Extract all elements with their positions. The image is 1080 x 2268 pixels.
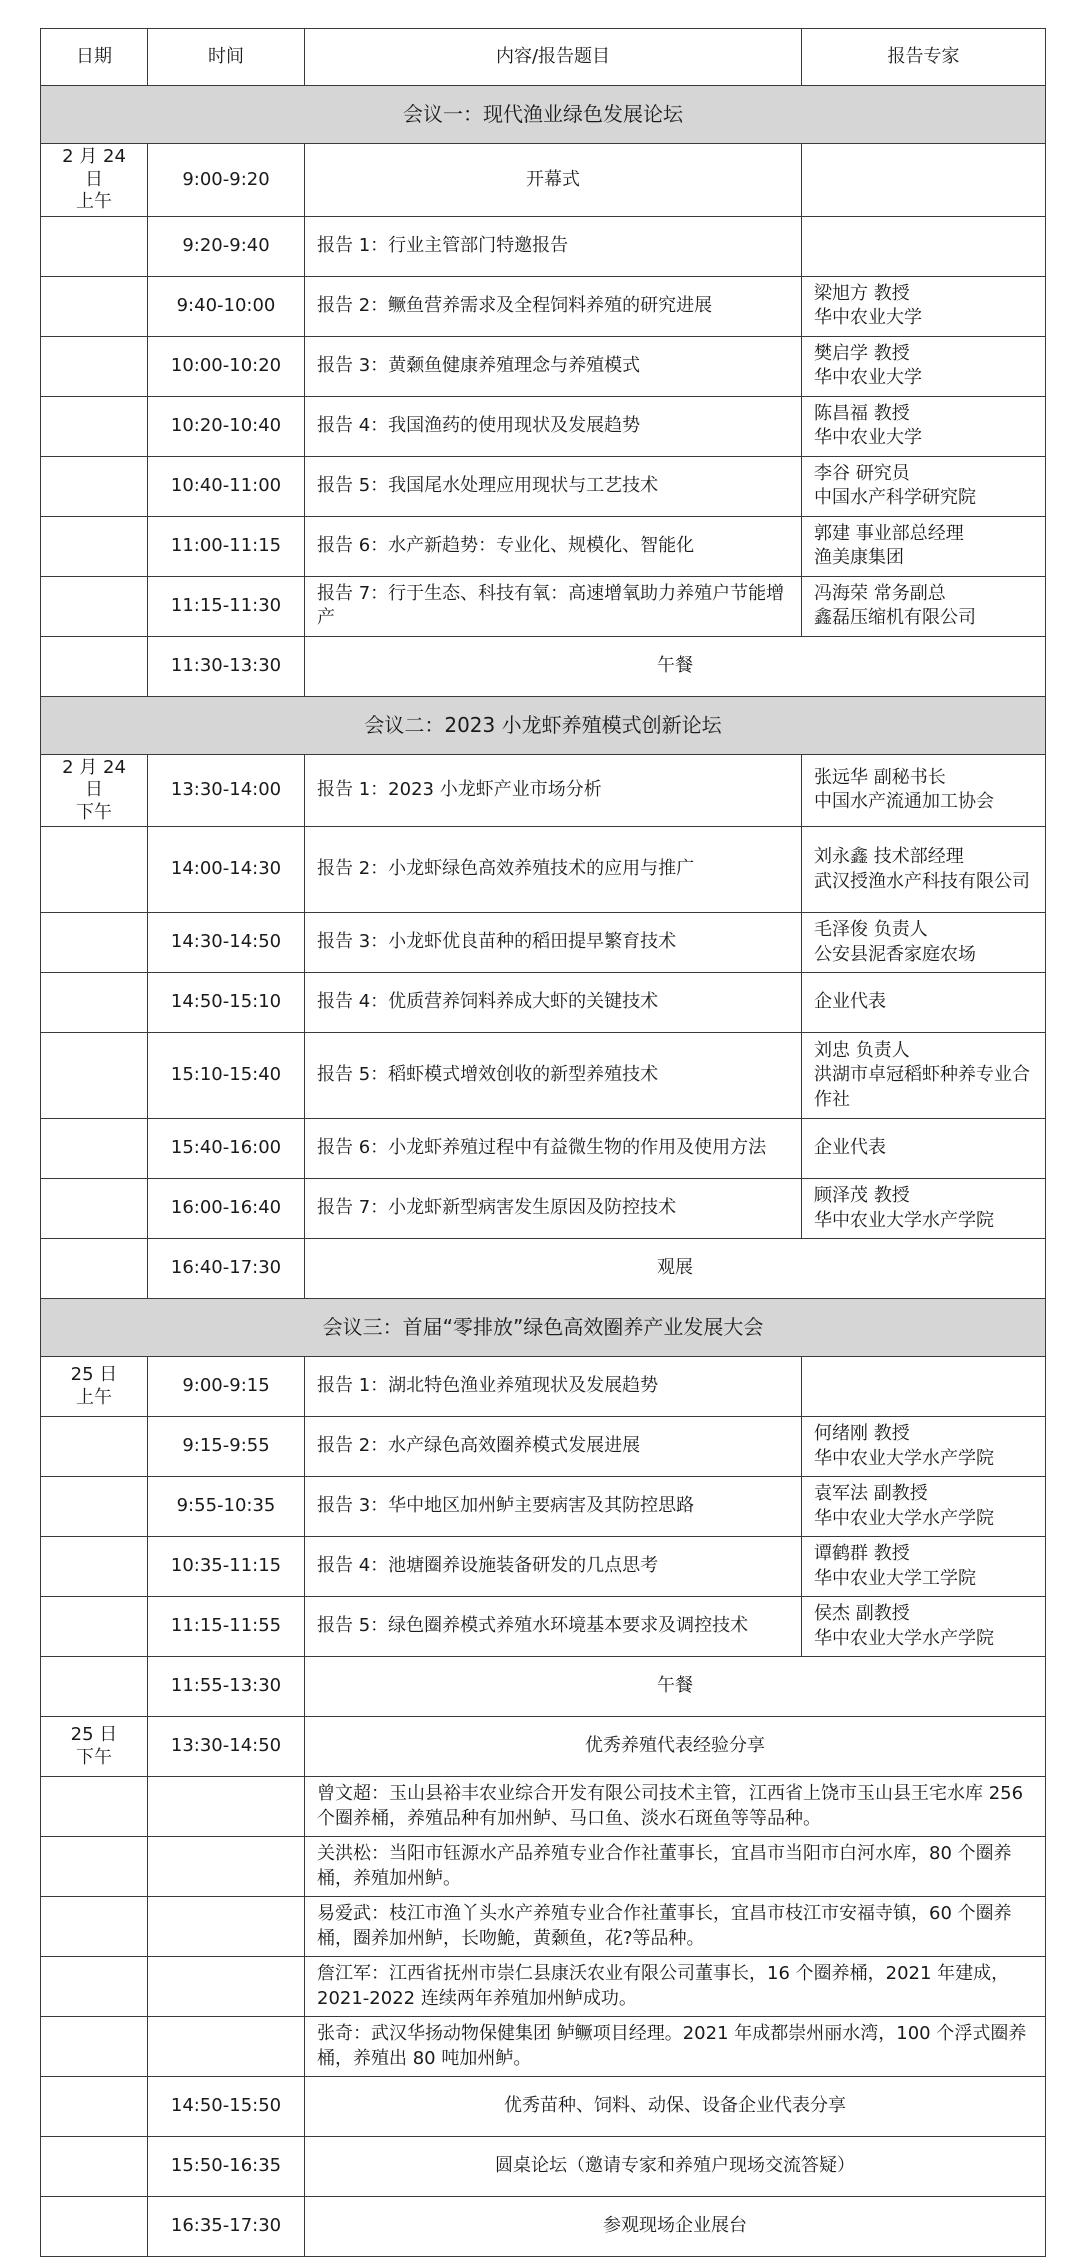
date-cell (41, 1777, 148, 1837)
speaker-cell: 易爱武：枝江市渔丫头水产养殖专业合作社董事长，宜昌市枝江市安福寺镇，60 个圈养桶，圈养加州鲈，长吻鮠，黄颡鱼，花?等品种。 (305, 1897, 1046, 1957)
expert-cell (802, 336, 1046, 396)
expert-cell (802, 1477, 1046, 1537)
expert-line: 刘忠 负责人 (814, 1040, 910, 1062)
expert-line: 顾泽茂 教授 (814, 1185, 910, 1207)
date-cell (41, 276, 148, 336)
schedule-row (41, 754, 1046, 827)
time-cell: 16:00-16:40 (148, 1179, 305, 1239)
expert-line: 何绪刚 教授 (814, 1423, 910, 1445)
time-cell: 9:15-9:55 (148, 1417, 305, 1477)
date-cell (41, 216, 148, 276)
schedule-row (41, 216, 1046, 276)
expert-line: 华中农业大学水产学院 (814, 1627, 994, 1649)
date-cell (41, 1537, 148, 1597)
schedule-row (41, 2197, 1046, 2257)
expert-line: 梁旭方 教授 (814, 282, 910, 304)
expert-line: 刘永鑫 技术部经理 (814, 846, 964, 868)
expert-cell (802, 396, 1046, 456)
date-cell (41, 144, 148, 217)
date-cell (41, 1897, 148, 1957)
time-cell: 11:55-13:30 (148, 1657, 305, 1717)
date-cell (41, 2017, 148, 2077)
expert-line: 华中农业大学水产学院 (814, 1447, 994, 1469)
date-cell (41, 754, 148, 827)
date-label: 下午 (76, 1746, 112, 1768)
schedule-row (41, 1357, 1046, 1417)
date-cell (41, 1239, 148, 1299)
expert-line: 鑫磊压缩机有限公司 (814, 607, 976, 628)
date-cell (41, 1179, 148, 1239)
content-cell: 午餐 (305, 636, 1046, 696)
schedule-row (41, 1477, 1046, 1537)
time-cell: 14:50-15:50 (148, 2077, 305, 2137)
section-header (41, 696, 1046, 754)
expert-line: 郭建 事业部总经理 (814, 522, 964, 544)
schedule-row (41, 456, 1046, 516)
schedule-row (41, 2137, 1046, 2197)
time-cell: 9:00-9:20 (148, 144, 305, 217)
expert-line: 洪湖市卓冠稻虾种养专业合作社 (814, 1064, 1030, 1110)
time-cell: 11:00-11:15 (148, 516, 305, 576)
date-cell (41, 1417, 148, 1477)
schedule-row (41, 1717, 1046, 1777)
expert-cell (802, 216, 1046, 276)
speaker-row (41, 1777, 1046, 1837)
schedule-table (40, 28, 1046, 2257)
time-cell: 15:50-16:35 (148, 2137, 305, 2197)
expert-cell (802, 754, 1046, 827)
content-cell: 报告 1：湖北特色渔业养殖现状及发展趋势 (305, 1357, 802, 1417)
expert-cell (802, 1179, 1046, 1239)
date-cell (41, 1837, 148, 1897)
time-cell: 15:40-16:00 (148, 1119, 305, 1179)
schedule-row (41, 1417, 1046, 1477)
date-cell (41, 576, 148, 636)
time-cell: 15:10-15:40 (148, 1033, 305, 1119)
content-cell: 报告 1：2023 小龙虾产业市场分析 (305, 754, 802, 827)
time-cell: 14:50-15:10 (148, 973, 305, 1033)
expert-line: 华中农业大学 (814, 307, 922, 328)
expert-cell (802, 973, 1046, 1033)
content-cell: 报告 2：水产绿色高效圈养模式发展进展 (305, 1417, 802, 1477)
content-cell: 报告 5：稻虾模式增效创收的新型养殖技术 (305, 1033, 802, 1119)
expert-cell (802, 516, 1046, 576)
schedule-row (41, 1033, 1046, 1119)
time-cell: 14:30-14:50 (148, 913, 305, 973)
content-cell: 报告 7：小龙虾新型病害发生原因及防控技术 (305, 1179, 802, 1239)
schedule-row (41, 336, 1046, 396)
expert-line: 中国水产流通加工协会 (814, 791, 994, 813)
time-cell: 13:30-14:00 (148, 754, 305, 827)
speaker-row (41, 1837, 1046, 1897)
date-label: 上午 (76, 191, 112, 212)
date-label: 2 月 24 日 (62, 146, 126, 190)
expert-cell (802, 1357, 1046, 1417)
content-cell: 报告 6：水产新趋势：专业化、规模化、智能化 (305, 516, 802, 576)
content-cell: 报告 2：鳜鱼营养需求及全程饲料养殖的研究进展 (305, 276, 802, 336)
schedule-row (41, 1657, 1046, 1717)
date-label: 下午 (76, 801, 112, 823)
expert-line: 企业代表 (814, 1137, 886, 1159)
time-cell: 9:55-10:35 (148, 1477, 305, 1537)
expert-line: 谭鹤群 教授 (814, 1543, 910, 1565)
schedule-row (41, 1239, 1046, 1299)
date-cell (41, 516, 148, 576)
speaker-cell: 曾文超：玉山县裕丰农业综合开发有限公司技术主管，江西省上饶市玉山县王宅水库 256 个圈养桶，养殖品种有加州鲈、马口鱼、淡水石斑鱼等等品种。 (305, 1777, 1046, 1837)
time-cell: 10:35-11:15 (148, 1537, 305, 1597)
expert-line: 陈昌福 教授 (814, 402, 910, 424)
date-cell (41, 336, 148, 396)
expert-cell (802, 276, 1046, 336)
header-date: 日期 (41, 29, 148, 86)
time-cell: 16:35-17:30 (148, 2197, 305, 2257)
section-header (41, 1299, 1046, 1357)
content-cell: 报告 3：华中地区加州鲈主要病害及其防控思路 (305, 1477, 802, 1537)
date-cell (41, 2197, 148, 2257)
schedule-row (41, 1119, 1046, 1179)
expert-cell (802, 827, 1046, 913)
section-header (41, 86, 1046, 144)
date-cell (41, 636, 148, 696)
content-cell: 报告 5：绿色圈养模式养殖水环境基本要求及调控技术 (305, 1597, 802, 1657)
expert-cell (802, 576, 1046, 636)
content-cell: 午餐 (305, 1657, 1046, 1717)
date-cell (41, 2077, 148, 2137)
date-cell (41, 1119, 148, 1179)
time-cell: 9:40-10:00 (148, 276, 305, 336)
content-cell: 报告 1：行业主管部门特邀报告 (305, 216, 802, 276)
date-cell (41, 1717, 148, 1777)
time-cell: 10:00-10:20 (148, 336, 305, 396)
expert-line: 袁军法 副教授 (814, 1483, 928, 1505)
header-expert: 报告专家 (802, 29, 1046, 86)
table-header (41, 29, 1046, 86)
date-cell (41, 2137, 148, 2197)
time-cell: 9:20-9:40 (148, 216, 305, 276)
content-cell: 报告 4：我国渔药的使用现状及发展趋势 (305, 396, 802, 456)
date-cell (41, 456, 148, 516)
expert-line: 华中农业大学 (814, 367, 922, 388)
expert-line: 华中农业大学工学院 (814, 1567, 976, 1589)
time-cell: 13:30-14:50 (148, 1717, 305, 1777)
time-cell: 9:00-9:15 (148, 1357, 305, 1417)
schedule-row (41, 636, 1046, 696)
expert-cell (802, 1537, 1046, 1597)
expert-cell (802, 1033, 1046, 1119)
schedule-row (41, 973, 1046, 1033)
header-time: 时间 (148, 29, 305, 86)
time-cell (148, 1777, 305, 1837)
time-cell (148, 1837, 305, 1897)
date-cell (41, 1957, 148, 2017)
expert-line: 渔美康集团 (814, 547, 904, 568)
speaker-row (41, 2017, 1046, 2077)
content-cell: 观展 (305, 1239, 1046, 1299)
date-cell (41, 827, 148, 913)
date-cell (41, 1597, 148, 1657)
content-cell: 报告 6：小龙虾养殖过程中有益微生物的作用及使用方法 (305, 1119, 802, 1179)
schedule-row (41, 1537, 1046, 1597)
schedule-row (41, 396, 1046, 456)
section-title: 会议二：2023 小龙虾养殖模式创新论坛 (41, 696, 1046, 754)
expert-line: 公安县泥香家庭农场 (814, 943, 976, 965)
expert-cell (802, 1119, 1046, 1179)
speaker-row (41, 1957, 1046, 2017)
expert-line: 李谷 研究员 (814, 462, 910, 484)
date-cell (41, 1657, 148, 1717)
schedule-row (41, 1179, 1046, 1239)
time-cell: 11:15-11:30 (148, 576, 305, 636)
expert-line: 张远华 副秘书长 (814, 766, 946, 788)
expert-line: 樊启学 教授 (814, 342, 910, 364)
schedule-row (41, 576, 1046, 636)
expert-cell (802, 144, 1046, 217)
schedule-row (41, 827, 1046, 913)
content-cell: 报告 3：小龙虾优良苗种的稻田提早繁育技术 (305, 913, 802, 973)
time-cell (148, 1897, 305, 1957)
expert-line: 毛泽俊 负责人 (814, 919, 928, 941)
time-cell: 10:20-10:40 (148, 396, 305, 456)
content-cell: 优秀苗种、饲料、动保、设备企业代表分享 (305, 2077, 1046, 2137)
date-label: 2 月 24 日 (62, 756, 126, 800)
content-cell: 报告 2：小龙虾绿色高效养殖技术的应用与推广 (305, 827, 802, 913)
content-cell: 报告 4：池塘圈养设施装备研发的几点思考 (305, 1537, 802, 1597)
expert-line: 侯杰 副教授 (814, 1603, 910, 1625)
expert-line: 企业代表 (814, 991, 886, 1013)
content-cell: 报告 3：黄颡鱼健康养殖理念与养殖模式 (305, 336, 802, 396)
date-cell (41, 396, 148, 456)
content-cell: 优秀养殖代表经验分享 (305, 1717, 1046, 1777)
date-cell (41, 1033, 148, 1119)
content-cell: 开幕式 (305, 144, 802, 217)
speaker-row (41, 1897, 1046, 1957)
section-title: 会议一：现代渔业绿色发展论坛 (41, 86, 1046, 144)
date-label: 上午 (76, 1386, 112, 1408)
schedule-row (41, 516, 1046, 576)
schedule-row (41, 2077, 1046, 2137)
expert-line: 华中农业大学水产学院 (814, 1507, 994, 1529)
time-cell: 11:30-13:30 (148, 636, 305, 696)
date-cell (41, 1357, 148, 1417)
speaker-cell: 张奇：武汉华扬动物保健集团 鲈鳜项目经理。2021 年成都崇州丽水湾，100 个浮式圈养桶，养殖出 80 吨加州鲈。 (305, 2017, 1046, 2077)
header-content: 内容/报告题目 (305, 29, 802, 86)
date-label: 25 日 (70, 1364, 118, 1385)
date-cell (41, 913, 148, 973)
expert-line: 华中农业大学 (814, 427, 922, 448)
time-cell: 10:40-11:00 (148, 456, 305, 516)
expert-cell (802, 456, 1046, 516)
expert-line: 中国水产科学研究院 (814, 487, 976, 508)
time-cell: 16:40-17:30 (148, 1239, 305, 1299)
content-cell: 报告 7：行于生态、科技有氧：高速增氧助力养殖户节能增产 (305, 576, 802, 636)
date-cell (41, 1477, 148, 1537)
time-cell: 11:15-11:55 (148, 1597, 305, 1657)
time-cell: 14:00-14:30 (148, 827, 305, 913)
expert-cell (802, 913, 1046, 973)
schedule-row (41, 913, 1046, 973)
time-cell (148, 2017, 305, 2077)
date-label: 25 日 (70, 1724, 118, 1745)
date-cell (41, 973, 148, 1033)
speaker-cell: 詹江军：江西省抚州市崇仁县康沃农业有限公司董事长，16 个圈养桶，2021 年建成，2021-2022 连续两年养殖加州鲈成功。 (305, 1957, 1046, 2017)
content-cell: 参观现场企业展台 (305, 2197, 1046, 2257)
section-title: 会议三：首届“零排放”绿色高效圈养产业发展大会 (41, 1299, 1046, 1357)
expert-cell (802, 1417, 1046, 1477)
expert-line: 华中农业大学水产学院 (814, 1209, 994, 1231)
schedule-row (41, 1597, 1046, 1657)
schedule-row (41, 276, 1046, 336)
expert-cell (802, 1597, 1046, 1657)
expert-line: 冯海荣 常务副总 (814, 582, 946, 604)
speaker-cell: 关洪松：当阳市钰源水产品养殖专业合作社董事长，宜昌市当阳市白河水库，80 个圈养桶，养殖加州鲈。 (305, 1837, 1046, 1897)
content-cell: 圆桌论坛（邀请专家和养殖户现场交流答疑） (305, 2137, 1046, 2197)
time-cell (148, 1957, 305, 2017)
content-cell: 报告 4：优质营养饲料养成大虾的关键技术 (305, 973, 802, 1033)
content-cell: 报告 5：我国尾水处理应用现状与工艺技术 (305, 456, 802, 516)
schedule-row (41, 144, 1046, 217)
expert-line: 武汉授渔水产科技有限公司 (814, 870, 1030, 892)
